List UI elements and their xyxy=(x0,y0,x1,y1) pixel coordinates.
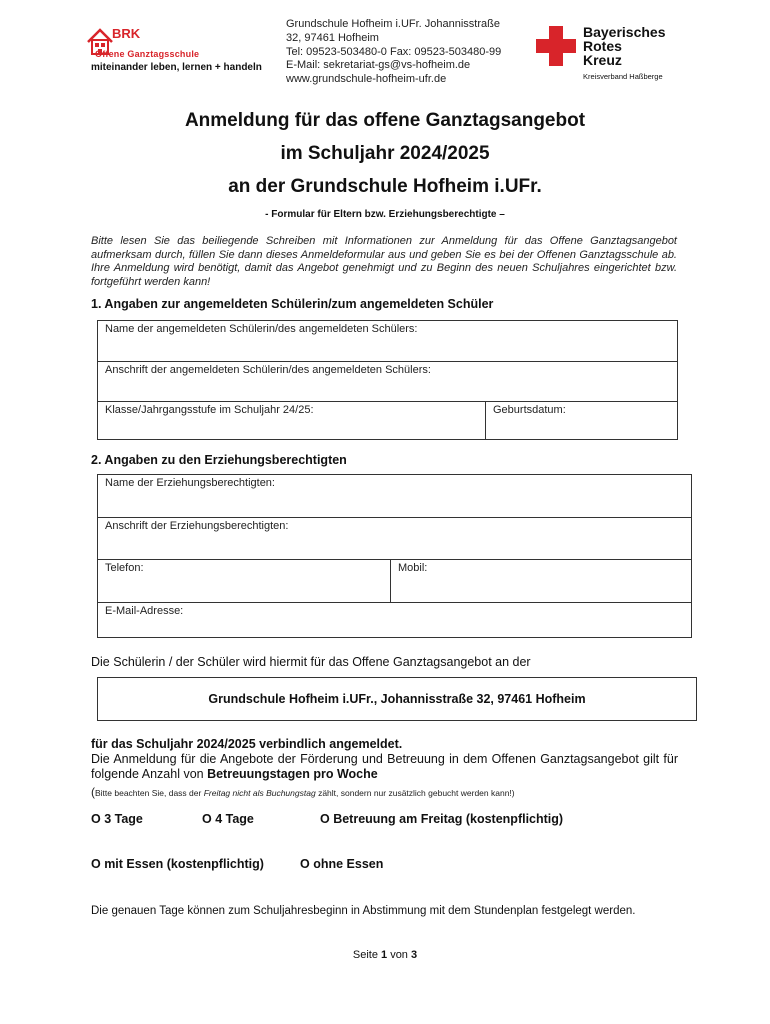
email-label: E-Mail-Adresse: xyxy=(105,605,184,617)
birthdate-label: Geburtsdatum: xyxy=(493,404,566,416)
footer-total: 3 xyxy=(411,949,418,961)
mobile-label: Mobil: xyxy=(398,562,428,574)
phone-field[interactable] xyxy=(97,559,391,603)
brk-logo-text: BRK xyxy=(112,26,141,41)
birthdate-field[interactable] xyxy=(485,401,678,440)
option-4-days[interactable]: O 4 Tage xyxy=(202,812,254,826)
red-cross-subtitle: Kreisverband Haßberge xyxy=(583,72,663,81)
class-field[interactable] xyxy=(97,401,486,440)
form-subtitle: - Formular für Eltern bzw. Erziehungsberechtigte – xyxy=(265,209,505,220)
page-footer xyxy=(0,949,770,961)
section2-heading: 2. Angaben zu den Erziehungsberechtigten xyxy=(91,453,347,467)
red-cross-icon xyxy=(536,26,576,66)
option-friday[interactable]: O Betreuung am Freitag (kostenpflichtig) xyxy=(320,812,564,826)
rk-name-line: Rotes xyxy=(583,38,622,54)
option-without-food[interactable]: O ohne Essen xyxy=(300,857,384,871)
days-paragraph xyxy=(91,752,678,782)
registration-intro: Die Schülerin / der Schüler wird hiermit für das Offene Ganztagsangebot an der xyxy=(91,655,531,669)
school-address xyxy=(286,18,501,87)
footer-page: 1 xyxy=(381,949,388,961)
email-field[interactable] xyxy=(97,602,692,638)
slogan: miteinander leben, lernen + handeln xyxy=(91,62,262,73)
footer-prefix: Seite xyxy=(352,949,378,961)
school-box xyxy=(97,677,697,721)
address-line: Tel: 09523-503480-0 Fax: 09523-503480-99 xyxy=(286,45,502,58)
rk-name-line: Bayerisches xyxy=(583,24,666,40)
year-line: für das Schuljahr 2024/2025 verbindlich angemeldet. xyxy=(91,737,403,751)
student-address-field[interactable] xyxy=(97,361,678,402)
address-line: E-Mail: sekretariat-gs@vs-hofheim.de xyxy=(286,59,471,72)
note-open: ( xyxy=(91,785,95,799)
mobile-field[interactable] xyxy=(390,559,692,603)
red-cross-name xyxy=(583,25,666,67)
note-post: zählt, sondern nur zusätzlich gebucht werden kann!) xyxy=(318,788,515,798)
address-line: 32, 97461 Hofheim xyxy=(286,31,379,44)
days-text: Die Anmeldung für die Angebote der Förderung und Betreuung in dem Offenen Ganztagsangebot gilt für folgende Anzahl von xyxy=(91,752,678,781)
guardian-name-field[interactable] xyxy=(97,474,692,518)
guardian-address-label: Anschrift der Erziehungsberechtigten: xyxy=(105,520,289,532)
option-3-days[interactable]: O 3 Tage xyxy=(91,812,143,826)
class-label: Klasse/Jahrgangsstufe im Schuljahr 24/25: xyxy=(105,404,314,416)
section1-heading: 1. Angaben zur angemeldeten Schülerin/zum angemeldeten Schüler xyxy=(91,297,494,311)
footer-middle: von xyxy=(390,949,408,961)
friday-note xyxy=(91,785,515,799)
title-line-3: an der Grundschule Hofheim i.UFr. xyxy=(228,176,542,197)
brk-subtitle: Offene Ganztagsschule xyxy=(95,49,200,59)
school-name: Grundschule Hofheim i.UFr., Johannisstraße 32, 97461 Hofheim xyxy=(208,692,586,706)
brk-logo xyxy=(86,22,216,66)
days-bold: Betreuungstagen pro Woche xyxy=(207,767,378,781)
address-line: www.grundschule-hofheim-ufr.de xyxy=(286,73,447,86)
intro-text: Bitte lesen Sie das beiliegende Schreiben mit Informationen zur Anmeldung für das Offene Ganztagsangebot aufmerksam durch, füllen Sie dann dieses Anmeldeformular aus und geben Sie es bei der Offenen Ganztagsschule ab. Ihre Anmeldung wird benötigt, damit das Angebot genehmigt und zu Beginn des neuen Schuljahres eingerichtet bzw. fortgeführt werden kann! xyxy=(91,235,677,288)
option-with-food[interactable]: O mit Essen (kostenpflichtig) xyxy=(91,857,264,871)
closing-text: Die genauen Tage können zum Schuljahresbeginn in Abstimmung mit dem Stundenplan festgelegt werden. xyxy=(91,905,636,917)
title-line-2: im Schuljahr 2024/2025 xyxy=(280,143,490,164)
note-italic: Freitag nicht als Buchungstag xyxy=(203,788,316,798)
phone-label: Telefon: xyxy=(105,562,144,574)
student-name-label: Name der angemeldeten Schülerin/des angemeldeten Schülers: xyxy=(105,323,418,335)
student-address-label: Anschrift der angemeldeten Schülerin/des angemeldeten Schülers: xyxy=(105,364,431,376)
note-pre: Bitte beachten Sie, dass der xyxy=(95,788,202,798)
title-line-1: Anmeldung für das offene Ganztagsangebot xyxy=(184,110,586,131)
student-name-field[interactable] xyxy=(97,320,678,362)
guardian-name-label: Name der Erziehungsberechtigten: xyxy=(105,477,275,489)
rk-name-line: Kreuz xyxy=(583,52,622,68)
guardian-address-field[interactable] xyxy=(97,517,692,560)
address-line: Grundschule Hofheim i.UFr. Johannisstraße xyxy=(286,18,500,30)
